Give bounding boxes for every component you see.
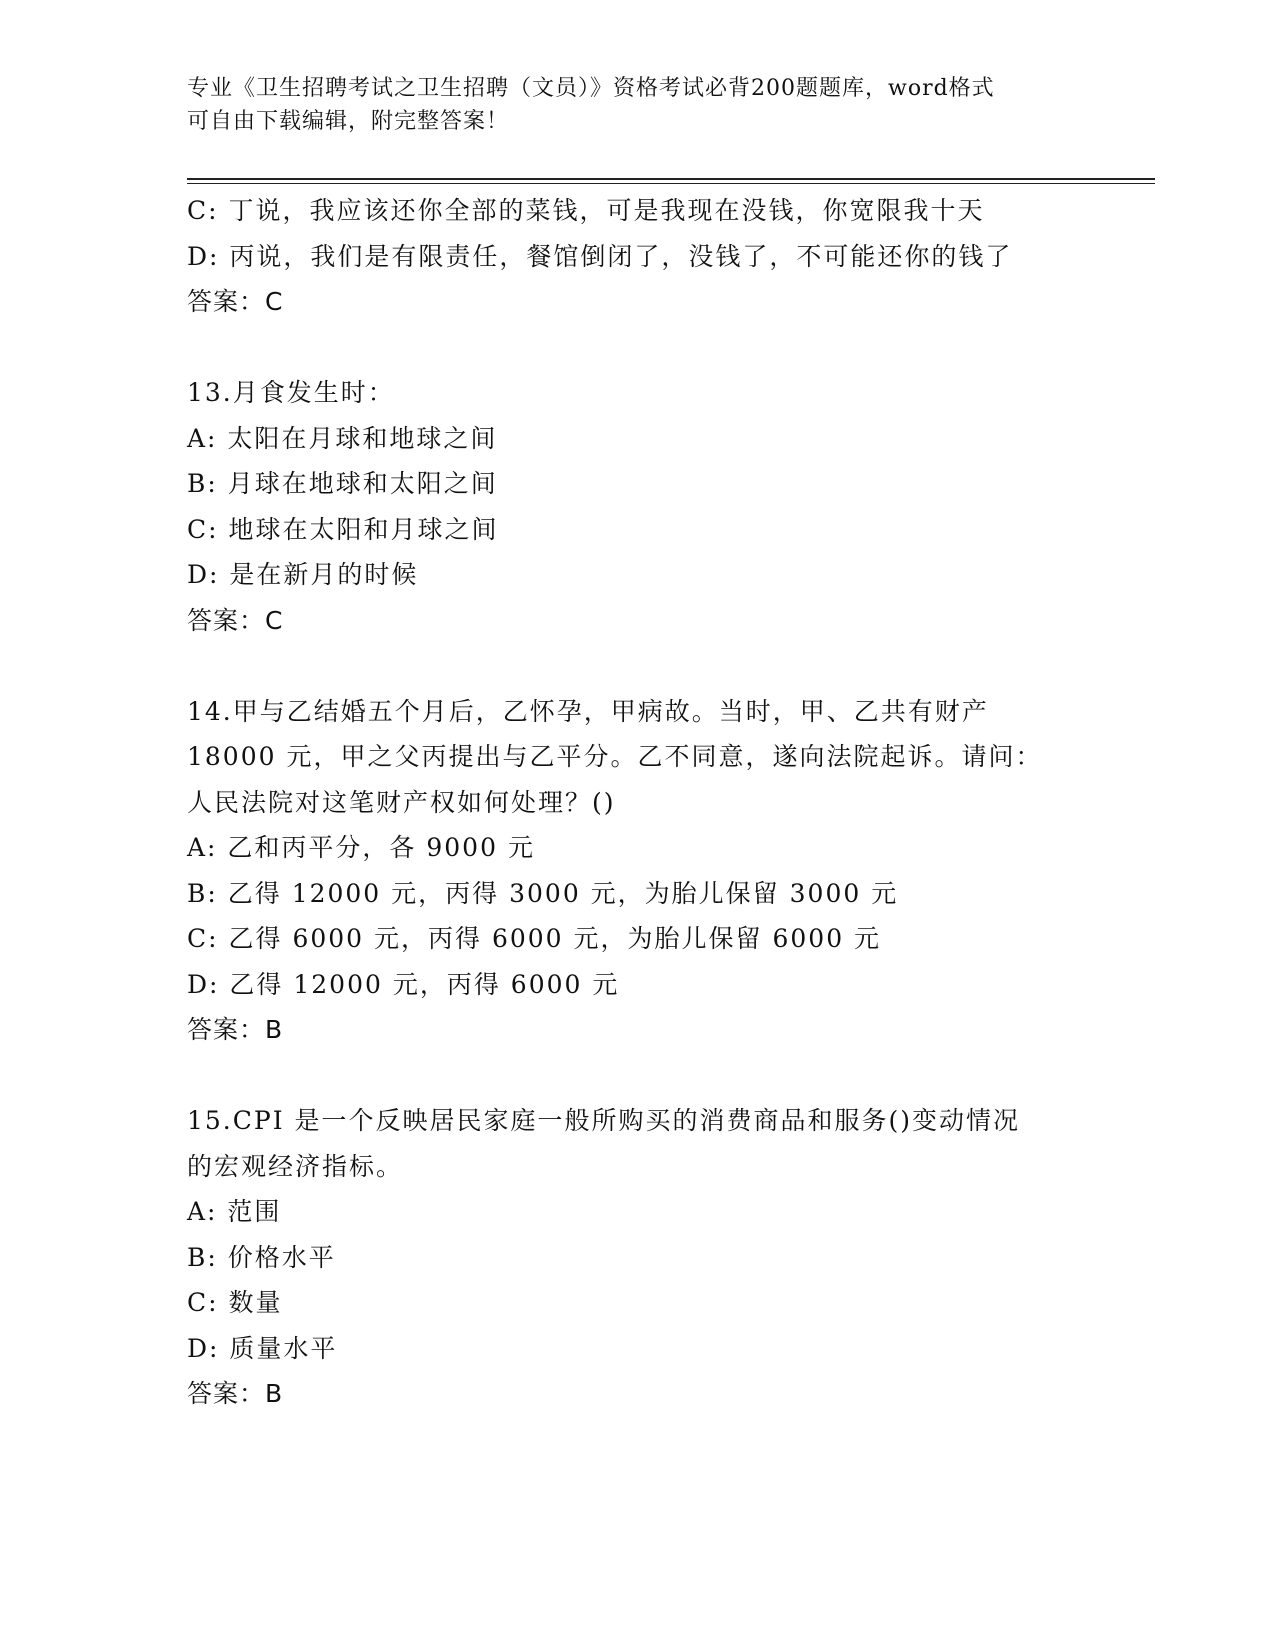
option-d: D: 是在新月的时候 [187, 560, 419, 589]
question-text-line-1: 15.CPI 是一个反映居民家庭一般所购买的消费商品和服务()变动情况 [187, 1106, 1021, 1135]
spacer [187, 643, 1087, 689]
document-header [187, 72, 1067, 138]
option-c: C: 丁说，我应该还你全部的菜钱，可是我现在没钱，你宽限我十天 [187, 196, 985, 225]
option-c: C: 地球在太阳和月球之间 [187, 514, 499, 544]
option-a: A: 范围 [187, 1197, 282, 1226]
question-text-line-3: 人民法院对这笔财产权如何处理？() [187, 787, 616, 817]
header-line-2: 可自由下载编辑，附完整答案！ [187, 109, 510, 134]
option-b: B: 乙得 12000 元，丙得 3000 元，为胎儿保留 3000 元 [187, 878, 899, 908]
header-divider-thin [187, 183, 1155, 184]
option-d: D: 质量水平 [187, 1333, 338, 1363]
header-divider-thick [187, 178, 1155, 180]
option-d: D: 乙得 12000 元，丙得 6000 元 [187, 969, 620, 999]
question-12-fragment [187, 188, 1087, 325]
question-text-line-1: 14.甲与乙结婚五个月后，乙怀孕，甲病故。当时，甲、乙共有财产 [187, 696, 989, 726]
spacer [187, 1053, 1087, 1099]
option-c: C: 乙得 6000 元，丙得 6000 元，为胎儿保留 6000 元 [187, 924, 882, 953]
option-b: B: 月球在地球和太阳之间 [187, 469, 498, 498]
answer: 答案：C [187, 287, 284, 316]
option-c: C: 数量 [187, 1288, 283, 1317]
question-14 [187, 689, 1087, 1053]
answer: 答案：B [187, 1379, 284, 1408]
option-a: A: 太阳在月球和地球之间 [187, 423, 498, 453]
question-text-line-2: 18000 元，甲之父丙提出与乙平分。乙不同意，遂向法院起诉。请问： [187, 742, 1043, 771]
answer: 答案：B [187, 1015, 284, 1044]
header-line-1: 专业《卫生招聘考试之卫生招聘（文员）》资格考试必背200题题库，word格式 [187, 76, 995, 101]
question-text-line-2: 的宏观经济指标。 [187, 1151, 404, 1181]
spacer [187, 325, 1087, 371]
answer: 答案：C [187, 605, 284, 635]
question-text: 13.月食发生时： [187, 378, 395, 407]
document-body [187, 188, 1087, 1417]
option-d: D: 丙说，我们是有限责任，餐馆倒闭了，没钱了，不可能还你的钱了 [187, 241, 1013, 271]
option-a: A: 乙和丙平分，各 9000 元 [187, 833, 535, 862]
question-15 [187, 1098, 1087, 1417]
option-b: B: 价格水平 [187, 1242, 336, 1272]
question-13 [187, 370, 1087, 643]
